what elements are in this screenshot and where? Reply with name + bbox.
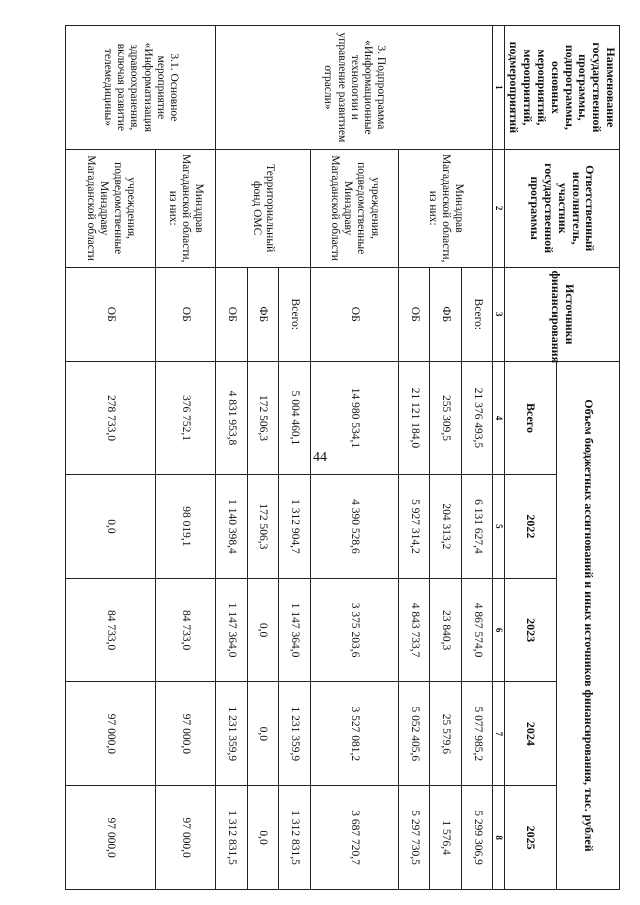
- financing-table: [65, 25, 620, 890]
- value-cell: 84 733,0: [66, 578, 156, 682]
- value-cell: 21 376 493,5: [461, 361, 493, 474]
- header-name: Наименование государственной программы, подпрограммы, основных мероприятий, мероприятий, подмероприятий: [504, 26, 619, 150]
- value-cell: 1 147 364,0: [279, 578, 311, 682]
- header-year-2022: 2022: [504, 475, 557, 579]
- col-number: 3: [493, 267, 504, 361]
- value-cell: 0,0: [247, 682, 279, 786]
- value-cell: 1 147 364,0: [216, 578, 248, 682]
- value-cell: 1 312 831,5: [216, 786, 248, 890]
- source-cell: ФБ: [430, 267, 462, 361]
- col-number: 8: [493, 786, 504, 890]
- value-cell: 4 390 528,6: [310, 475, 398, 579]
- value-cell: 5 004 460,1: [279, 361, 311, 474]
- value-cell: 1 231 359,9: [216, 682, 248, 786]
- value-cell: 97 000,0: [66, 682, 156, 786]
- source-cell: ОБ: [156, 267, 216, 361]
- source-cell: ОБ: [216, 267, 248, 361]
- value-cell: 1 231 359,9: [279, 682, 311, 786]
- source-cell: Всего:: [461, 267, 493, 361]
- header-total: Всего: [504, 361, 557, 474]
- source-cell: ОБ: [310, 267, 398, 361]
- subprogram-3-name: 3. Подпрограмма «Информационные технологии и управление развитием отрасли»: [216, 26, 493, 150]
- value-cell: 97 000,0: [156, 786, 216, 890]
- value-cell: 98 019,1: [156, 475, 216, 579]
- value-cell: 3 687 720,7: [310, 786, 398, 890]
- value-cell: 4 843 733,7: [398, 578, 430, 682]
- header-source: Источники финансирования: [504, 267, 619, 361]
- value-cell: 172 506,3: [247, 361, 279, 474]
- col-number: 2: [493, 149, 504, 267]
- value-cell: 1 312 831,5: [279, 786, 311, 890]
- value-cell: 204 313,2: [430, 475, 462, 579]
- col-number: 7: [493, 682, 504, 786]
- value-cell: 84 733,0: [156, 578, 216, 682]
- value-cell: 5 299 306,9: [461, 786, 493, 890]
- header-year-2023: 2023: [504, 578, 557, 682]
- value-cell: 376 752,1: [156, 361, 216, 474]
- table-row: [310, 26, 398, 890]
- executor-cell: учреждения, подведомственные Минздраву Магаданской области: [66, 149, 156, 267]
- source-cell: Всего:: [279, 267, 311, 361]
- executor-cell: Минздрав Магаданской области, из них:: [156, 149, 216, 267]
- table-row: [279, 26, 311, 890]
- value-cell: 5 077 985,2: [461, 682, 493, 786]
- source-cell: ФБ: [247, 267, 279, 361]
- value-cell: 0,0: [247, 786, 279, 890]
- value-cell: 25 579,6: [430, 682, 462, 786]
- value-cell: 1 140 398,4: [216, 475, 248, 579]
- value-cell: 5 052 405,6: [398, 682, 430, 786]
- value-cell: 14 980 534,1: [310, 361, 398, 474]
- value-cell: 97 000,0: [156, 682, 216, 786]
- value-cell: 23 840,3: [430, 578, 462, 682]
- value-cell: 172 506,3: [247, 475, 279, 579]
- value-cell: 1 312 904,7: [279, 475, 311, 579]
- col-number: 1: [493, 26, 504, 150]
- col-number: 6: [493, 578, 504, 682]
- executor-cell: учреждения, подведомственные Минздраву Магаданской области: [310, 149, 398, 267]
- value-cell: 4 831 953,8: [216, 361, 248, 474]
- value-cell: 5 927 314,2: [398, 475, 430, 579]
- source-cell: ОБ: [398, 267, 430, 361]
- measure-3-1-name: 3.1. Основное мероприятие «Информатизация здравоохранения, включая развитие телемедицины»: [66, 26, 216, 150]
- table-row: [66, 26, 156, 890]
- col-number: 5: [493, 475, 504, 579]
- header-executor: Ответственный исполнитель, участник государственной программы: [504, 149, 619, 267]
- col-number: 4: [493, 361, 504, 474]
- executor-cell: Минздрав Магаданской области, из них:: [398, 149, 493, 267]
- table-row: [461, 26, 493, 890]
- table-row: [156, 26, 216, 890]
- value-cell: 3 375 203,6: [310, 578, 398, 682]
- value-cell: 21 121 184,0: [398, 361, 430, 474]
- column-number-row: [493, 26, 504, 890]
- value-cell: 5 297 730,5: [398, 786, 430, 890]
- value-cell: 255 309,5: [430, 361, 462, 474]
- value-cell: 1 576,4: [430, 786, 462, 890]
- value-cell: 278 733,0: [66, 361, 156, 474]
- value-cell: 0,0: [247, 578, 279, 682]
- header-year-2024: 2024: [504, 682, 557, 786]
- rotated-table-container: [65, 25, 620, 890]
- value-cell: 0,0: [66, 475, 156, 579]
- value-cell: 6 131 627,4: [461, 475, 493, 579]
- executor-cell: Территориальный фонд ОМС: [216, 149, 311, 267]
- header-volume: Объем бюджетных ассигнований и иных источников финансирования, тыс. рублей: [557, 361, 620, 889]
- source-cell: ОБ: [66, 267, 156, 361]
- value-cell: 4 867 574,0: [461, 578, 493, 682]
- page-number: 44: [313, 450, 327, 465]
- value-cell: 97 000,0: [66, 786, 156, 890]
- header-year-2025: 2025: [504, 786, 557, 890]
- value-cell: 3 527 081,2: [310, 682, 398, 786]
